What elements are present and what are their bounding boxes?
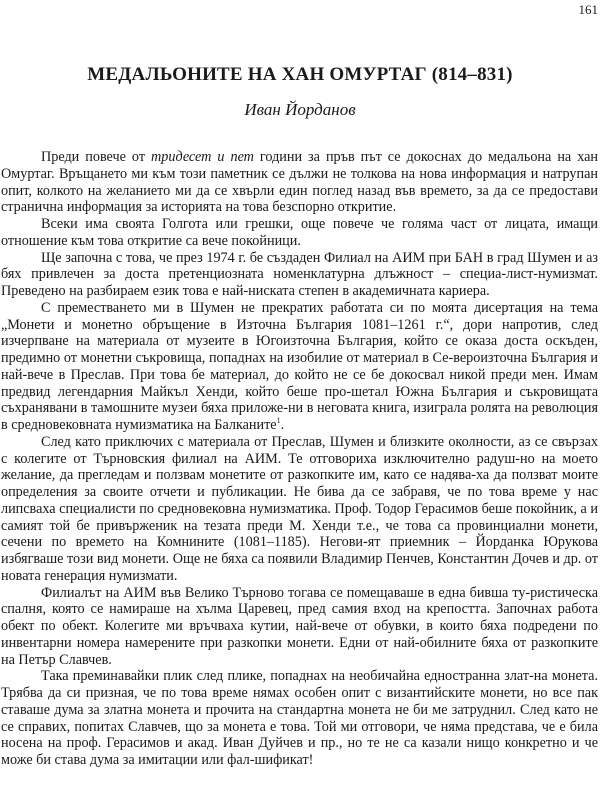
paragraph-2: Всеки има своята Голгота или грешки, още повече че голяма част от лицата, имащи отношение към това откритие са вече покойници. [1,216,598,249]
author-name: Иван Йорданов [244,100,356,119]
paragraph-3: Ще започна с това, че през 1974 г. бе създаден Филиал на АИМ при БАН в град Шумен и аз бях привлечен за доста претенциозната номенклатурна длъжност – специа-лист-нумизмат. Преведено на разбираем език това е най-ниската степен в академичната кариера. [1,249,598,299]
paragraph-4: С преместването ми в Шумен не прекратих работата си по моята дисертация на тема „Монети и монетно обръщение в Източна България 1081–1261 г.“, дори напротив, след изчерпване на материала от музеите в Югоизточна България, който се оказа доста оскъден, предимно от монетни съкровища, попаднах на изобилие от материал в Се-вероизточна България и най-вече в Преслав. При това бе материал, до който не се бе докосвал никой преди мен. Имам предвид легендарния Майкъл Хенди, който беше про-шетал Южна България и съкровищата съхранявани в тамошните музеи бяха приложе-ни в неговата книга, изиграла ролята на революция в средновековната нумизматика на Балканите$^1$. [1,299,598,433]
article-body [1,149,598,769]
article-title: МЕДАЛЬОНИТЕ НА ХАН ОМУРТАГ (814–831) [87,64,513,85]
emphasis-text: тридесет и пет [151,149,254,165]
page-number: 161 [578,2,598,17]
footnote-marker[interactable]: 1 [276,416,281,425]
paragraph-5: След като приключих с материала от Преслав, Шумен и близките околности, аз се свързах с колегите от Търновския филиал на АИМ. Те отговориха изключително радуш-но на моето желание, да прегледам и ползвам монетите от разкопките им, като се надява-ха да ползват моите определения за своите отчети и публикации. Не бива да се забравя, че по това време у нас липсваха специалисти по средновековна нумизматика. Проф. Тодор Герасимов беше покойник, а и самият той бе привърженик на тезата преди М. Хенди т.е., че това са провинциални монети, сечени по времето на Комнините (1081–1185). Негови-ят приемник – Йорданка Юрукова избягваше този вид монети. Още не бяха са появили Владимир Пенчев, Константин Дочев и др. от новата генерация нумизмати. [1,433,598,584]
paragraph-7: Така преминавайки плик след плике, попаднах на необичайна едностранна злат-на монета. Трябва да си призная, че по това време нямах особен опит с византийските монети, но все пак ставаше дума за златна монета и прочита на стандартна монета не би ме затруднил. След като не се справих, попитах Славчев, що за монета е това. Той ми отговори, че няма представа, че е била носена на проф. Герасимов и акад. Иван Дуйчев и пр., но те не са казали нищо конкретно и че може би става дума за имитации или фал-шификат! [1,668,598,768]
paragraph-1: Преди повече от тридесет и пет години за пръв път се докоснах до медальона на хан Омуртаг. Връщането ми към този паметник се дължи не толкова на нова информация и натрупан опит, колкото на желанието ми да се хвърли един поглед назад във времето, за да се предостави странична информация за историята на това безспорно откритие. [1,149,598,216]
paragraph-6: Филиалът на АИМ във Велико Търново тогава се помещаваше в една бивша ту-ристическа спалня, която се намираше на хълма Царевец, пред самия вход на крепостта. Започнах работа обект по обект. Колегите ми връчваха кутии, най-вече от обувки, в които бяха подредени по инвентарни номера намерените при разкопки монети. Едни от най-обилните бяха от разкопките на Петър Славчев. [1,584,598,668]
